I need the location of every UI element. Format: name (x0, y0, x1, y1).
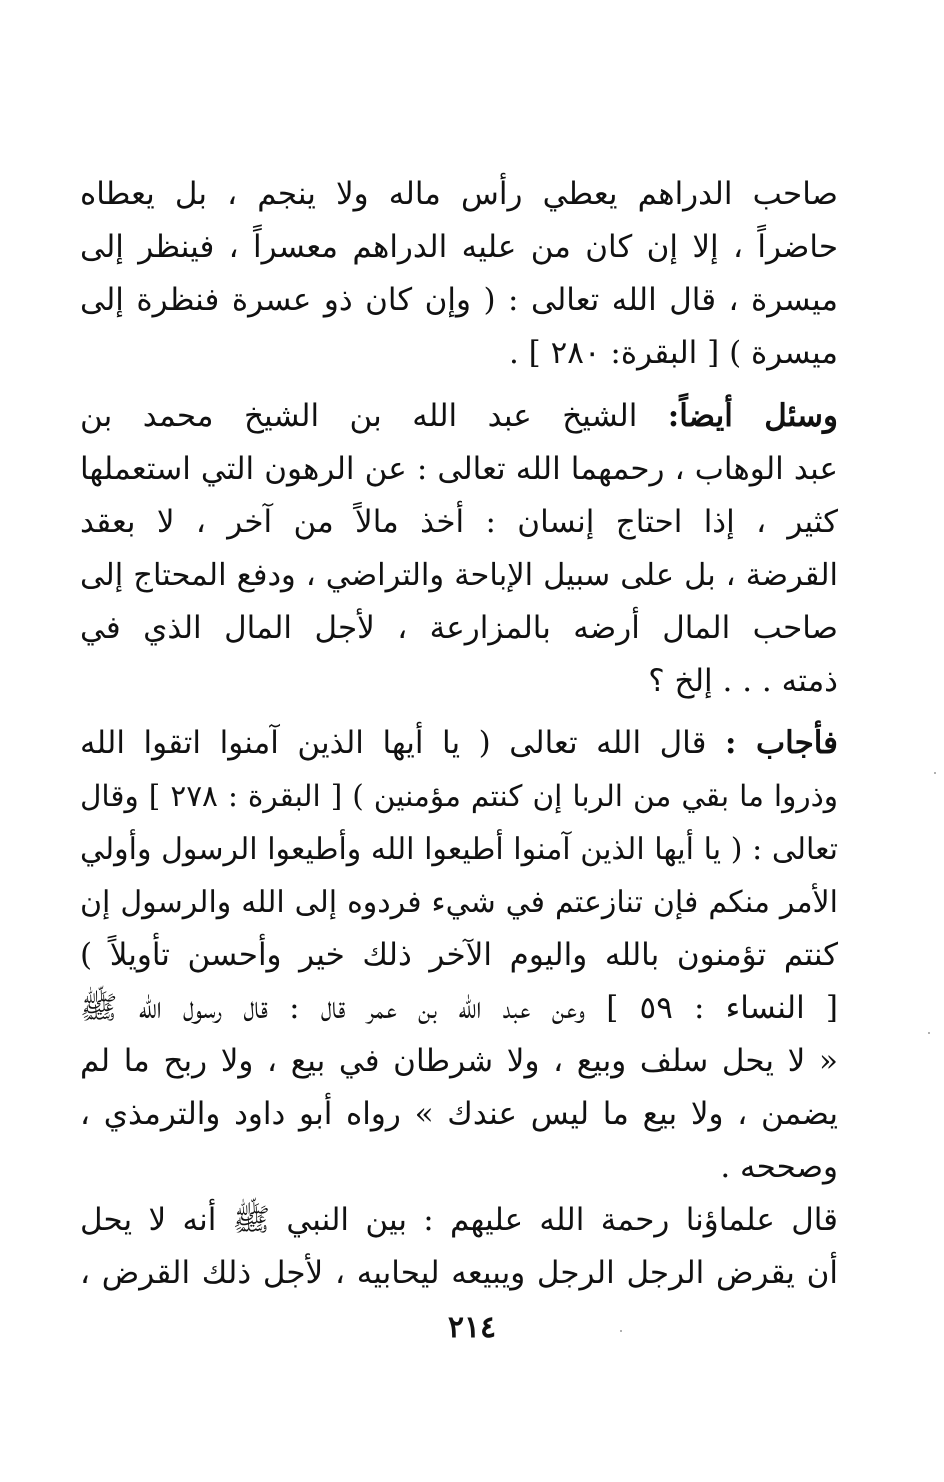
text-line: القرضة ، بل على سبيل الإباحة والتراضي ، ودفع المحتاج إلى (80, 558, 838, 593)
scan-speck (928, 1032, 930, 1034)
text-line: أن يقرض الرجل الرجل ويبيعه ليحابيه ، لأجل ذلك القرض ، (80, 1255, 838, 1291)
text-line: قال علماؤنا رحمة الله عليهم : بين النبي ﷺ أنه لا يحل (80, 1202, 838, 1238)
text-line: ميسرة ) [ البقرة: ٢٨٠ ] . (508, 335, 838, 371)
text-line: يضمن ، ولا بيع ما ليس عندك » رواه أبو داود والترمذي ، (80, 1096, 838, 1132)
text-line-rest: الشيخ عبد الله بن الشيخ محمد بن (80, 398, 638, 434)
text-line: صاحب المال أرضه بالمزارعة ، لأجل المال الذي في (80, 610, 838, 646)
paragraph-2 (80, 390, 838, 708)
text-line: وصححه . (720, 1149, 838, 1185)
text-line: عبد الوهاب ، رحمهما الله تعالى : عن الرهون التي استعملها (80, 451, 838, 487)
text-line: « لا يحل سلف وبيع ، ولا شرطان في بيع ، ولا ربح ما لم (80, 1043, 838, 1079)
paragraph-1 (80, 168, 838, 380)
text-line: كنتم تؤمنون بالله واليوم الآخر ذلك خير وأحسن تأويلاً ) (80, 937, 838, 973)
text-line: [ النساء : ٥٩ ] وعن عبد الله بن عمر قال : قال رسول الله ﷺ (80, 990, 838, 1026)
paragraph-3 (80, 717, 838, 1194)
text-line: ذمته . . . إلخ ؟ (648, 663, 838, 699)
text-line: صاحب الدراهم يعطي رأس ماله ولا ينجم ، بل يعطاه (80, 176, 838, 212)
text-line: كثير ، إذا احتاج إنسان : أخذ مالاً من آخر ، لا بعقد (80, 504, 838, 540)
text-line: ميسرة ، قال الله تعالى : ( وإن كان ذو عسرة فنظرة إلى (80, 282, 838, 318)
scan-speck (620, 1330, 622, 1332)
page-number: ٢١٤ (447, 1310, 497, 1345)
text-line-with-lead (80, 717, 838, 770)
text-line-with-lead (80, 390, 838, 443)
paragraph-4 (80, 1194, 838, 1300)
scan-speck (934, 772, 936, 774)
text-line: وذروا ما بقي من الربا إن كنتم مؤمنين ) [ البقرة : ٢٧٨ ] وقال (80, 779, 838, 813)
text-line: حاضراً ، إلا إن كان من عليه الدراهم معسراً ، فينظر إلى (80, 229, 838, 265)
text-line: الأمر منكم فإن تنازعتم في شيء فردوه إلى الله والرسول إن (80, 885, 838, 920)
answer-lead: فأجاب : (725, 725, 838, 761)
text-line: تعالى : ( يا أيها الذين آمنوا أطيعوا الله وأطيعوا الرسول وأولي (80, 832, 838, 867)
question-lead: وسئل أيضاً: (667, 398, 838, 434)
text-line-rest: قال الله تعالى ( يا أيها الذين آمنوا اتقوا الله (80, 725, 707, 761)
